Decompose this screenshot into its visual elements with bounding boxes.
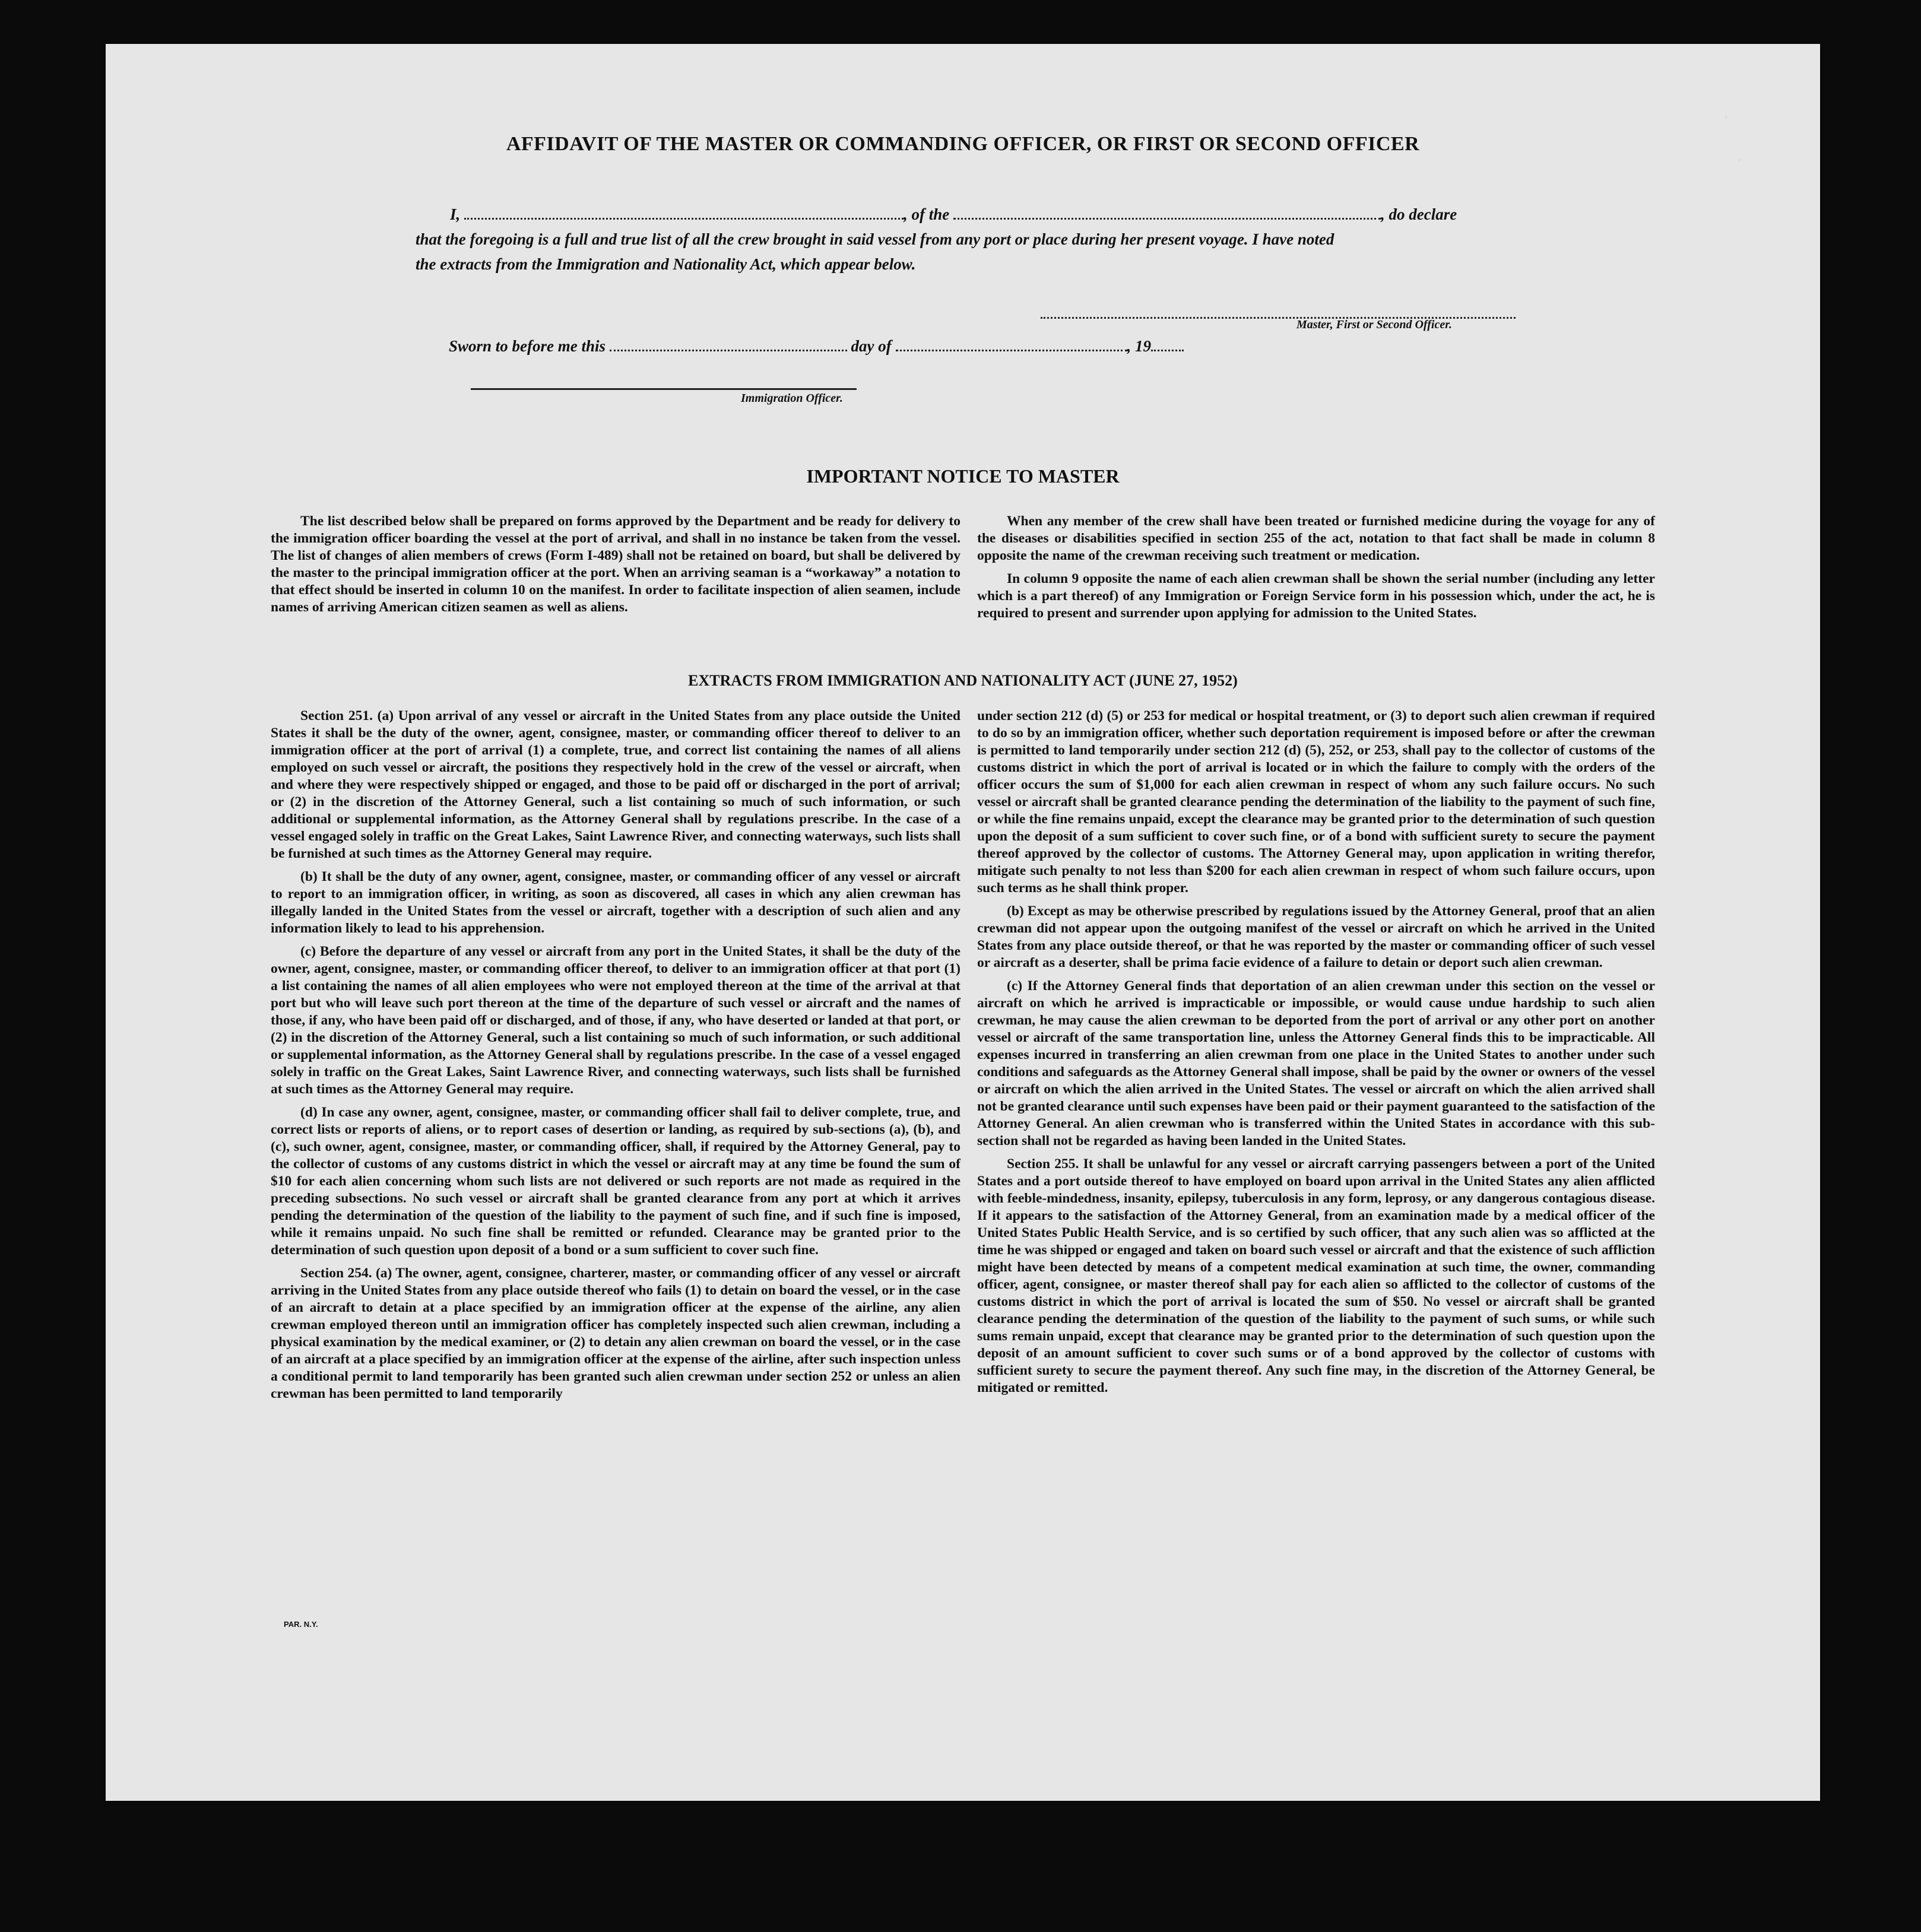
officer-signature-line[interactable] — [471, 388, 857, 390]
master-caption: Master, First or Second Officer. — [1296, 318, 1452, 331]
section-254c: (c) If the Attorney General finds that deportation of an alien crewman under this section on the vessel or aircraft on which he arrived is impracticable or impossible, or would cause undue hardship to such alien crewman, he may cause the alien crewman to be deported from the port of arrival or any other port on another vessel or aircraft of the same transportation line, unless the Attorney General finds this to be impracticable. All expenses incurred in transferring an alien crewman from one place in the United States to another under such conditions and safeguards as the Attorney General shall impose, shall be paid by the owner or owners of the vessel or aircraft on which the alien arrived in the United States. The vessel or aircraft on which the alien arrived shall not be granted clearance until such expenses have been paid or their payment guaranteed to the satisfaction of the Attorney General. An alien crewman who is transferred within the United States in accordance with this sub-section shall not be regarded as having been landed in the United States. — [977, 978, 1655, 1149]
section-254a: Section 254. (a) The owner, agent, consignee, charterer, master, or commanding officer of any vessel or aircraft arriving in the United States from any place outside thereof who fails (1) to detain on board the vessel, or in the case of an aircraft to detain at a place specified by an immigration officer at the expense of the airline, any alien crewman employed thereon until an immigration officer has completely inspected such alien crewman, including a physical examination by the medical examiner, or (2) to detain any alien crewman on board the vessel, or in the case of an aircraft at a place specified by an immigration officer at the expense of the airline, after such inspection unless a conditional permit to land temporarily has been granted such alien crewman under section 252 or unless an alien crewman has been permitted to land temporarily — [271, 1265, 960, 1401]
sworn-day-field[interactable] — [610, 345, 847, 351]
extracts-title: EXTRACTS FROM IMMIGRATION AND NATIONALITY ACT (JUNE 27, 1952) — [688, 672, 1238, 689]
declarant-prefix: I, — [450, 205, 461, 223]
affidavit-title: AFFIDAVIT OF THE MASTER OR COMMANDING OFFICER, OR FIRST OR SECOND OFFICER — [506, 133, 1420, 155]
sworn-line — [449, 337, 1184, 356]
declaration-line-2: that the foregoing is a full and true list of all the crew brought in said vessel from any port or place during her present voyage. I have noted — [416, 230, 1334, 248]
notice-right-paragraph-1: When any member of the crew shall have been treated or furnished medicine during the voyage for any of the diseases or disabilities specified in section 255 of the act, notation to that fact shall be made in column 8 opposite the name of the crewman receiving such treatment or medication. — [977, 513, 1655, 563]
notice-title: IMPORTANT NOTICE TO MASTER — [806, 465, 1120, 487]
extracts-right-column — [977, 708, 1655, 1403]
notice-left-paragraph: The list described below shall be prepared on forms approved by the Department and be ready for delivery to the immigration officer boarding the vessel at the port of arrival, and shall in no instance be taken from the vessel. The list of changes of alien members of crews (Form I-489) shall not be retained on board, but shall be delivered by the master to the principal immigration officer at the port. When an arriving seaman is a “workaway” a notation to that effect should be inserted in column 10 on the manifest. In order to facilitate inspection of alien seamen, include names of arriving American citizen seamen as well as aliens. — [271, 513, 960, 615]
scan-speck — [1725, 116, 1727, 119]
form-sheet — [106, 44, 1820, 1801]
section-251d: (d) In case any owner, agent, consignee, master, or commanding officer shall fail to deliver complete, true, and correct lists or reports of aliens, or to report cases of desertion or landing, as required by sub-sections (a), (b), and (c), such owner, agent, consignee, master, or commanding officer, shall, if required by the Attorney General, pay to the collector of customs of any customs district in which the vessel or aircraft may at any time be found the sum of $10 for each alien concerning whom such lists are not delivered or such reports are not made as required in the preceding subsections. No such vessel or aircraft shall be granted clearance from any port at which it arrives pending the determination of the question of the liability to the payment of such fine, and if such fine is imposed, while it remains unpaid. No such fine shall be remitted or refunded. Clearance may be granted prior to the determination of such question upon deposit of a bond or a sum sufficient to cover such fine. — [271, 1105, 960, 1258]
notice-left-column — [271, 513, 960, 622]
vessel-name-field[interactable] — [953, 213, 1381, 220]
sworn-month-field[interactable] — [896, 345, 1127, 351]
of-the-label: , of the — [904, 205, 950, 223]
section-254b: (b) Except as may be otherwise prescribed by regulations issued by the Attorney General, proof that an alien crewman did not appear upon the outgoing manifest of the vessel or aircraft on which he arrived in the United States from any place outside thereof, or that he was reported by the master or commanding officer of such vessel or aircraft as a deserter, shall be prima facie evidence of a failure to detain or deport such alien crewman. — [977, 903, 1655, 970]
sworn-label: Sworn to before me this — [449, 337, 606, 355]
section-251c: (c) Before the departure of any vessel or aircraft from any port in the United States, it shall be the duty of the owner, agent, consignee, master, or commanding officer thereof, to deliver to an immigration officer at that port (1) a list containing the names of all alien employees who were not employed thereon at the time of the arrival at that port but who will leave such port thereon at the time of the departure of such vessel or aircraft and the names of those, if any, who have been paid off or discharged, and of those, if any, who have deserted or landed at that port, or (2) in the discretion of the Attorney General, such a list containing so much of such information, or such additional or supplemental information, as the Attorney General shall by regulations prescribe. In the case of a vessel engaged solely in traffic on the Great Lakes, Saint Lawrence River, and connecting waterways, such lists shall be furnished at such times as the Attorney General may require. — [271, 944, 960, 1097]
section-251b: (b) It shall be the duty of any owner, agent, consignee, master, or commanding officer of any vessel or aircraft to report to an immigration officer, in writing, as soon as discovered, all cases in which any alien crewman has illegally landed in the United States from the vessel or aircraft, together with a description of such alien and any information likely to lead to his apprehension. — [271, 869, 960, 936]
scan-speck — [1738, 159, 1741, 161]
day-of-label: day of — [851, 337, 892, 355]
year-prefix: , 19 — [1127, 337, 1152, 355]
officer-caption: Immigration Officer. — [741, 392, 843, 405]
declaration-line-3: the extracts from the Immigration and Nationality Act, which appear below. — [416, 255, 916, 273]
sworn-year-field[interactable] — [1151, 345, 1184, 351]
declarant-name-field[interactable] — [464, 213, 904, 220]
section-251a: Section 251. (a) Upon arrival of any vessel or aircraft in the United States from any place outside the United States it shall be the duty of the owner, agent, consignee, master, or commanding officer thereof to deliver to an immigration officer at the port of arrival (1) a complete, true, and correct list containing the names of all aliens employed on such vessel or aircraft, the positions they respectively hold in the crew of the vessel or aircraft, when and where they were respectively shipped or engaged, and those to be paid off or discharged in the port of arrival; or (2) in the discretion of the Attorney General, such a list containing so much of such information, or such additional or supplemental information, as the Attorney General shall by regulations prescribe. In the case of a vessel engaged solely in traffic on the Great Lakes, Saint Lawrence River, and connecting waterways, such lists shall be furnished at such times as the Attorney General may require. — [271, 708, 960, 861]
declaration-line-1 — [450, 205, 1457, 224]
extracts-left-column — [271, 708, 960, 1408]
printer-mark: PAR. N.Y. — [284, 1620, 318, 1629]
section-255: Section 255. It shall be unlawful for any vessel or aircraft carrying passengers between a port of the United States and a port outside thereof to have employed on board upon arrival in the United States any alien afflicted with feeble-mindedness, insanity, epilepsy, tuberculosis in any form, leprosy, or any dangerous contagious disease. If it appears to the satisfaction of the Attorney General, from an examination made by a medical officer of the United States Public Health Service, and is so certified by such officer, that any such alien was so afflicted at the time he was shipped or engaged and taken on board such vessel or aircraft and that the existence of such affliction might have been detected by means of a competent medical examination at such time, the owner, commanding officer, agent, consignee, or master thereof shall pay for each alien so afflicted to the collector of customs of the customs district in which the port of arrival is located the sum of $50. No vessel or aircraft shall be granted clearance pending the determination of the question of the liability to the payment of such sums, or while such sums remain unpaid, except that clearance may be granted prior to the determination of such question upon the deposit of an amount sufficient to cover such sums or of a bond approved by the collector of customs with sufficient surety to secure the payment thereof. Any such fine may, in the discretion of the Attorney General, be mitigated or remitted. — [977, 1156, 1655, 1395]
notice-right-column — [977, 513, 1655, 628]
notice-right-paragraph-2: In column 9 opposite the name of each alien crewman shall be shown the serial number (including any letter which is a part thereof) of any Immigration or Foreign Service form in his possession which, under the act, he is required to present and surrender upon applying for admission to the United States. — [977, 571, 1655, 621]
do-declare-label: , do declare — [1381, 205, 1457, 223]
section-254a-continued: under section 212 (d) (5) or 253 for medical or hospital treatment, or (3) to deport such alien crewman if required to do so by an immigration officer, whether such deportation requirement is imposed before or after the crewman is permitted to land temporarily under section 212 (d) (5), 252, or 253, shall pay to the collector of customs of the customs district in which the port of arrival is located or in which the failure to comply with the orders of the officer occurs the sum of $1,000 for each alien crewman in respect of whom any such failure occurs. No such vessel or aircraft shall be granted clearance pending the determination of the liability to the payment of such fine, or while the fine remains unpaid, except the clearance may be granted prior to the determination of such question upon the deposit of a sum sufficient to cover such fine, or of a bond with sufficient surety to secure the payment thereof approved by the collector of customs. The Attorney General may, upon application in writing therefor, mitigate such penalty to not less than $200 for each alien crewman in respect of whom such failure occurs, upon such terms as he shall think proper. — [977, 708, 1655, 896]
